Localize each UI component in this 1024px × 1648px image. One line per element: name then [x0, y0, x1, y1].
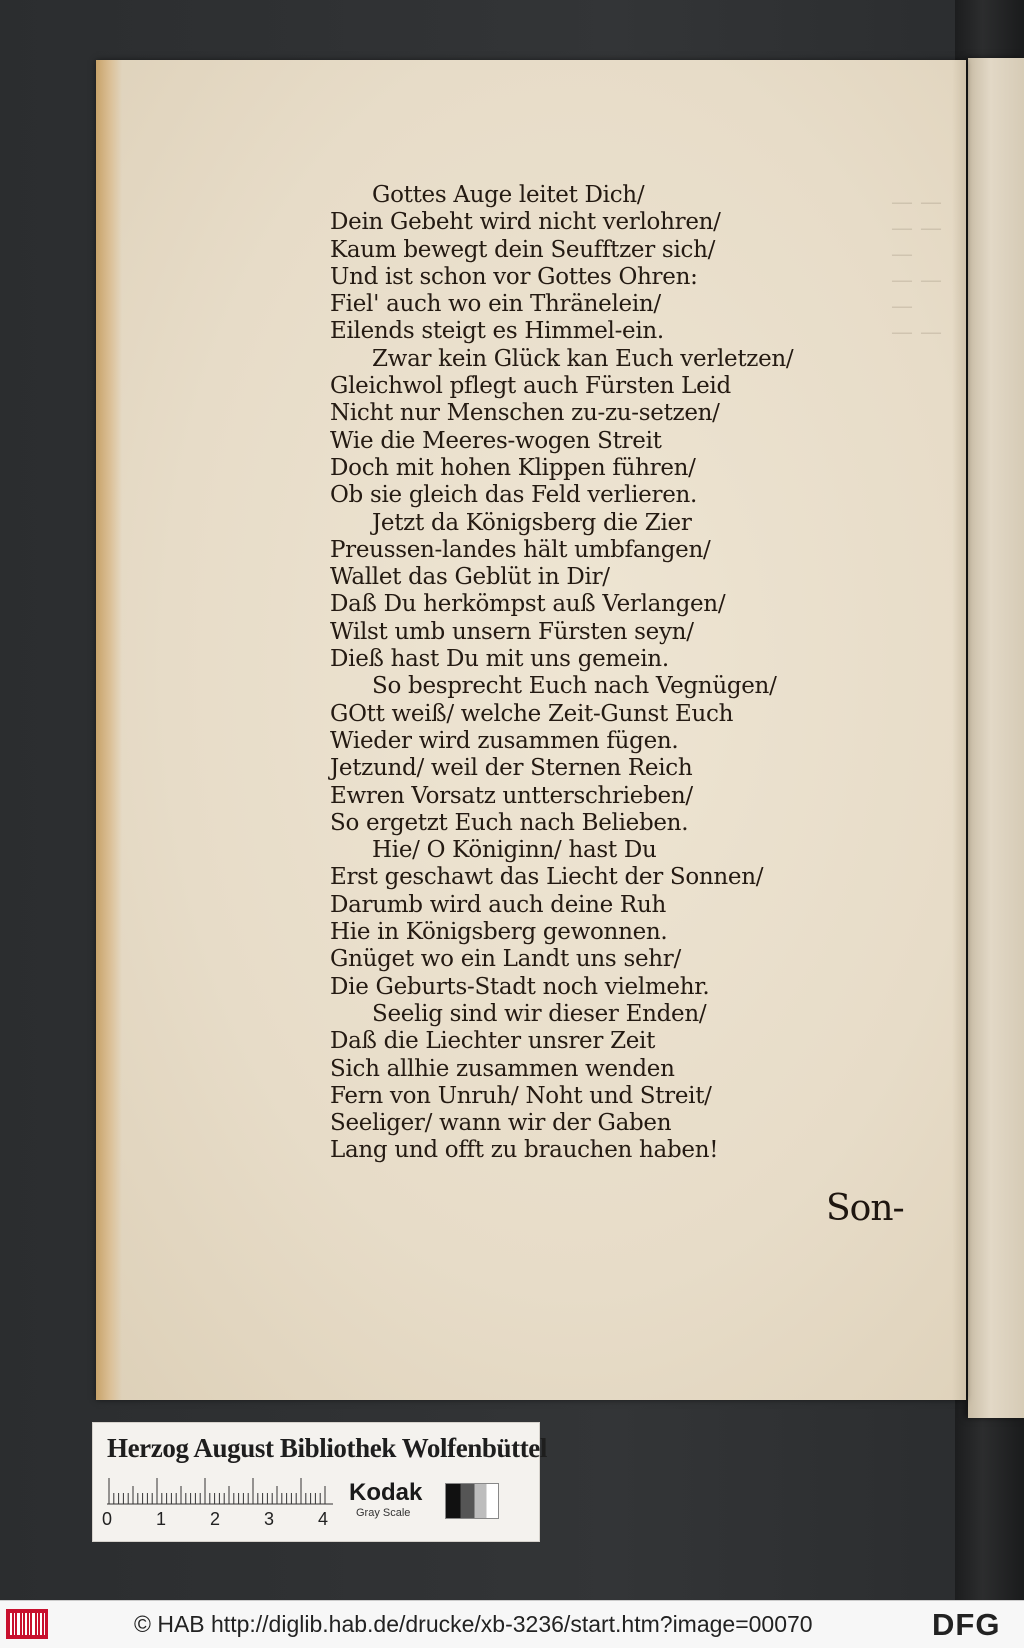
ruler-number: 0 [102, 1509, 113, 1529]
poem-line: Daß die Liechter unsrer Zeit [330, 1028, 656, 1055]
poem-line: Preussen-landes hält umbfangen/ [330, 536, 711, 563]
copyright-citation: © HAB http://diglib.hab.de/drucke/xb-3236/start.htm?image=00070 [134, 1611, 813, 1637]
measurement-ruler [107, 1477, 333, 1505]
poem-line: Eilends steigt es Himmel-ein. [330, 318, 664, 345]
poem-line: Erst geschawt das Liecht der Sonnen/ [330, 864, 764, 891]
ruler-number: 1 [156, 1509, 167, 1529]
poem-text [330, 182, 810, 1165]
poem-line: Lang und offt zu brauchen haben! [330, 1137, 719, 1164]
ruler-number: 2 [210, 1509, 221, 1529]
poem-line: Jetzund/ weil der Sternen Reich [330, 755, 693, 782]
poem-line: Gleichwol pflegt auch Fürsten Leid [330, 373, 731, 400]
poem-line: So ergetzt Euch nach Belieben. [330, 809, 689, 836]
kodak-brand: Kodak [349, 1479, 423, 1506]
barcode-icon [6, 1609, 48, 1639]
poem-line: GOtt weiß/ welche Zeit-Gunst Euch [330, 700, 734, 727]
poem-line: Seeliger/ wann wir der Gaben [330, 1110, 672, 1137]
poem-line: Zwar kein Glück kan Euch verletzen/ [372, 345, 794, 372]
poem-line: Wieder wird zusammen fügen. [330, 727, 679, 754]
dfg-logo: DFG [932, 1607, 1001, 1642]
poem-line: Ewren Vorsatz untterschrieben/ [330, 782, 693, 809]
poem-line: So besprecht Euch nach Vegnügen/ [372, 673, 777, 700]
footer-bar [0, 1600, 1024, 1648]
poem-line: Hie/ O Königinn/ hast Du [372, 837, 657, 864]
adjacent-page-edge [968, 58, 1024, 1418]
poem-line: Dieß hast Du mit uns gemein. [330, 646, 669, 673]
poem-line: Hie in Königsberg gewonnen. [330, 919, 668, 946]
poem-line: Die Geburts-Stadt noch vielmehr. [330, 973, 710, 1000]
poem-line: Jetzt da Königsberg die Zier [372, 509, 692, 536]
poem-line: Wallet das Geblüt in Dir/ [330, 564, 610, 591]
poem-line: Dein Gebeht wird nicht verlohren/ [330, 209, 721, 236]
gray-scale-label: Gray Scale [356, 1507, 411, 1519]
ruler-number: 4 [318, 1509, 329, 1529]
library-name: Herzog August Bibliothek Wolfenbüttel [107, 1433, 547, 1463]
poem-line: Darumb wird auch deine Ruh [330, 891, 666, 918]
bleed-through-text: — — — — — — — — — — [891, 190, 942, 345]
poem-line: Doch mit hohen Klippen führen/ [330, 454, 696, 481]
ruler-numbers [102, 1509, 342, 1531]
poem-line: Gnüget wo ein Landt uns sehr/ [330, 946, 681, 973]
gray-scale-swatch-icon [445, 1483, 499, 1519]
ruler-number: 3 [264, 1509, 275, 1529]
library-color-card [92, 1422, 547, 1542]
poem-line: Fern von Unruh/ Noht und Streit/ [330, 1082, 712, 1109]
poem-line: Und ist schon vor Gottes Ohren: [330, 263, 698, 290]
poem-line: Ob sie gleich das Feld verlieren. [330, 482, 698, 509]
poem-line: Wilst umb unsern Fürsten seyn/ [330, 618, 694, 645]
poem-line: Kaum bewegt dein Seufftzer sich/ [330, 236, 716, 263]
poem-line: Seelig sind wir dieser Enden/ [372, 1000, 707, 1027]
poem-line: Fiel' auch wo ein Thränelein/ [330, 291, 661, 318]
poem-line: Gottes Auge leitet Dich/ [372, 182, 645, 208]
poem-line: Nicht nur Menschen zu-zu-setzen/ [330, 400, 720, 427]
poem-line: Wie die Meeres-wogen Streit [330, 427, 662, 454]
catchword: Son- [826, 1188, 904, 1229]
poem-line: Daß Du herkömpst auß Verlangen/ [330, 591, 726, 618]
poem-line: Sich allhie zusammen wenden [330, 1055, 675, 1082]
